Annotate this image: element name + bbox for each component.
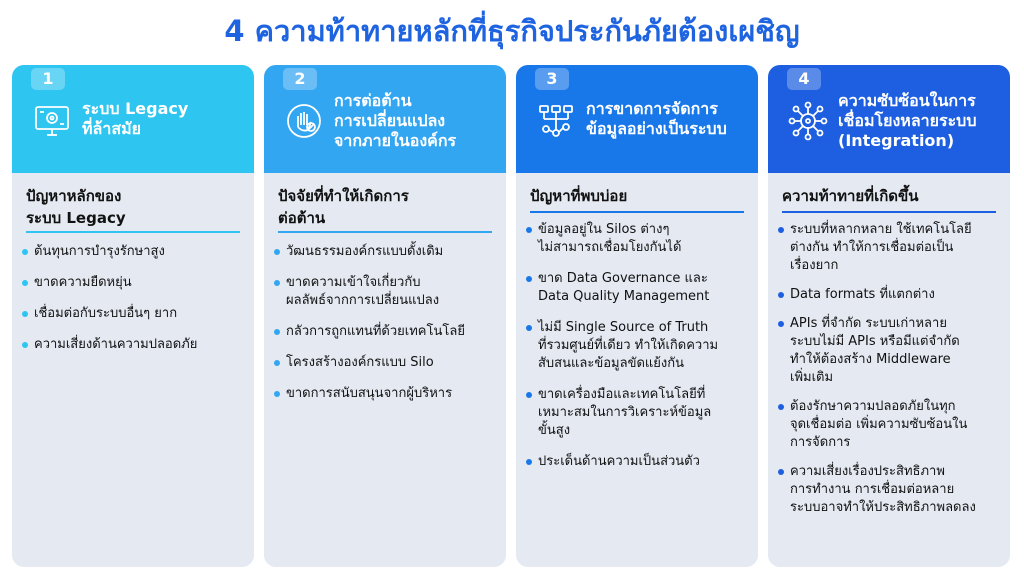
list-item — [22, 243, 246, 261]
item-list — [526, 221, 750, 484]
list-item-text: ขาดความเข้าใจเกี่ยวกับ ผลลัพธ์จากการเปลี่ยนแปลง — [286, 275, 440, 308]
integration-hub-icon — [788, 101, 828, 141]
challenge-card-3 — [516, 65, 758, 567]
item-list — [22, 243, 246, 367]
list-item-text: ขาดความยืดหยุ่น — [34, 275, 132, 290]
bullet-dot — [526, 276, 532, 282]
page-title: 4 ความท้าทายหลักที่ธุรกิจประกันภัยต้องเผชิญ — [224, 14, 800, 48]
section-title: ปัญหาที่พบบ่อย — [530, 187, 628, 205]
card-header-title: ระบบ Legacy ที่ล้าสมัย — [82, 99, 189, 138]
bullet-dot — [526, 325, 532, 331]
card-body — [12, 173, 254, 567]
bullet-dot — [778, 321, 784, 327]
list-item — [274, 354, 498, 372]
list-item-text: วัฒนธรรมองค์กรแบบดั้งเดิม — [286, 244, 444, 259]
list-item — [526, 221, 750, 257]
list-item — [526, 453, 750, 471]
list-item — [526, 386, 750, 440]
card-body — [516, 173, 758, 567]
legacy-monitor-icon — [32, 101, 72, 141]
card-body — [264, 173, 506, 567]
list-item — [778, 463, 1002, 517]
list-item-text: ข้อมูลอยู่ใน Silos ต่างๆ ไม่สามารถเชื่อมโยงกันได้ — [538, 222, 682, 255]
card-header — [264, 65, 506, 173]
list-item — [22, 305, 246, 323]
item-list — [274, 243, 498, 416]
bullet-dot — [274, 391, 280, 397]
bullet-dot — [778, 404, 784, 410]
list-item — [778, 315, 1002, 387]
list-item-text: Data formats ที่แตกต่าง — [790, 287, 935, 302]
bullet-dot — [274, 329, 280, 335]
list-item-text: ประเด็นด้านความเป็นส่วนตัว — [538, 454, 700, 469]
list-item-text: APIs ที่จำกัด ระบบเก่าหลาย ระบบไม่มี APIs หรือมีแต่จำกัด ทำให้ต้องสร้าง Middleware เพิ่มเติม — [790, 316, 960, 385]
card-header — [768, 65, 1010, 173]
section-divider — [26, 231, 240, 233]
list-item-text: ต้นทุนการบำรุงรักษาสูง — [34, 244, 165, 259]
item-list — [778, 221, 1002, 517]
list-item-text: ขาด Data Governance และ Data Quality Management — [538, 271, 710, 304]
list-item-text: ความเสี่ยงด้านความปลอดภัย — [34, 337, 198, 352]
bullet-dot — [778, 469, 784, 475]
card-header-title: การขาดการจัดการ ข้อมูลอย่างเป็นระบบ — [586, 99, 727, 138]
list-item — [274, 323, 498, 341]
section-title: ความท้าทายที่เกิดขึ้น — [782, 187, 919, 205]
list-item-text: ไม่มี Single Source of Truth ที่รวมศูนย์ที่เดียว ทำให้เกิดความ สับสนและข้อมูลขัดแย้งกัน — [538, 320, 719, 371]
challenge-card-2 — [264, 65, 506, 567]
bullet-dot — [22, 280, 28, 286]
bullet-dot — [22, 311, 28, 317]
card-header-title: การต่อต้าน การเปลี่ยนแปลง จากภายในองค์กร — [334, 91, 457, 150]
card-header — [12, 65, 254, 173]
card-header — [516, 65, 758, 173]
list-item — [22, 274, 246, 292]
section-title: ปัจจัยที่ทำให้เกิดการ ต่อต้าน — [278, 187, 409, 227]
list-item — [778, 286, 1002, 304]
section-title: ปัญหาหลักของ ระบบ Legacy — [26, 187, 126, 227]
list-item-text: กลัวการถูกแทนที่ด้วยเทคโนโลยี — [286, 324, 465, 339]
bullet-dot — [526, 227, 532, 233]
list-item-text: ระบบที่หลากหลาย ใช้เทคโนโลยี ต่างกัน ทำให้การเชื่อมต่อเป็น เรื่องยาก — [790, 222, 972, 273]
list-item — [526, 319, 750, 373]
list-item — [778, 398, 1002, 452]
bullet-dot — [526, 392, 532, 398]
list-item — [526, 270, 750, 306]
list-item — [778, 221, 1002, 275]
list-item-text: ความเสี่ยงเรื่องประสิทธิภาพ การทำงาน การเชื่อมต่อหลาย ระบบอาจทำให้ประสิทธิภาพลดลง — [790, 464, 976, 515]
list-item-text: เชื่อมต่อกับระบบอื่นๆ ยาก — [34, 306, 178, 321]
bullet-dot — [274, 280, 280, 286]
card-number-badge: 4 — [787, 68, 821, 90]
challenge-card-1 — [12, 65, 254, 567]
card-number-badge: 3 — [535, 68, 569, 90]
card-number-badge: 1 — [31, 68, 65, 90]
list-item-text: ต้องรักษาความปลอดภัยในทุก จุดเชื่อมต่อ เพิ่มความซับซ้อนใน การจัดการ — [790, 399, 968, 450]
card-header-title: ความซับซ้อนในการ เชื่อมโยงหลายระบบ (Integration) — [838, 91, 977, 150]
data-network-icon — [536, 101, 576, 141]
bullet-dot — [22, 342, 28, 348]
list-item — [22, 336, 246, 354]
bullet-dot — [274, 249, 280, 255]
bullet-dot — [22, 249, 28, 255]
list-item-text: ขาดเครื่องมือและเทคโนโลยีที่ เหมาะสมในการวิเคราะห์ข้อมูล ขั้นสูง — [538, 387, 712, 438]
list-item-text: โครงสร้างองค์กรแบบ Silo — [286, 355, 434, 370]
section-divider — [530, 211, 744, 213]
bullet-dot — [778, 227, 784, 233]
raised-hand-icon — [284, 101, 324, 141]
list-item — [274, 243, 498, 261]
bullet-dot — [526, 459, 532, 465]
card-body — [768, 173, 1010, 567]
list-item — [274, 274, 498, 310]
bullet-dot — [778, 292, 784, 298]
list-item — [274, 385, 498, 403]
card-number-badge: 2 — [283, 68, 317, 90]
challenge-card-4 — [768, 65, 1010, 567]
list-item-text: ขาดการสนับสนุนจากผู้บริหาร — [286, 386, 453, 401]
section-divider — [782, 211, 996, 213]
bullet-dot — [274, 360, 280, 366]
section-divider — [278, 231, 492, 233]
